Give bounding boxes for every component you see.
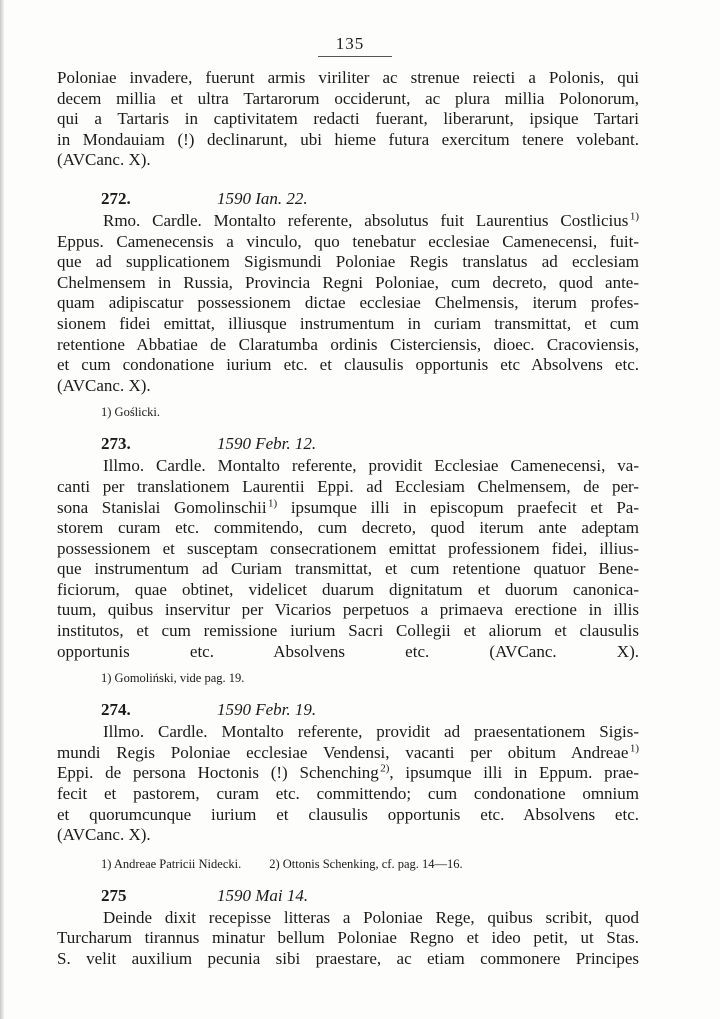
entry-number: 273. (101, 434, 131, 454)
text-line: Illmo. Cardle. Montalto referente, providit ad praesentationem Sigis- (103, 722, 639, 742)
footnote: 1) Goślicki. (101, 405, 161, 420)
opening-paragraph (57, 68, 639, 171)
entry-date: 1590 Febr. 19. (217, 700, 317, 720)
text-line (57, 763, 639, 784)
text-line: sionem fidei emittat, illiusque instrumentum in curiam transmittat, et cum (57, 313, 639, 333)
text-line: in Mondauiam (!) declinarunt, ubi hieme futura exercitum tenere volebant. (57, 129, 639, 149)
text-line: (AVCanc. X). (57, 375, 151, 395)
text-line: decem millia et ultra Tartarorum occiderunt, ac plura millia Polonorum, (57, 88, 639, 108)
text-line: et quorumcunque iurium et clausulis opportunis etc. Absolvens etc. (57, 804, 639, 824)
entry-heading (57, 886, 639, 908)
entry-273 (57, 434, 639, 686)
text-line: Deinde dixit recepisse litteras a Poloniae Rege, quibus scribit, quod (103, 907, 639, 927)
entry-heading (57, 700, 639, 722)
text-line: ficiorum, quae obtinet, videlicet duarum dignitatum et duorum canonica- (57, 579, 639, 599)
text-line (57, 211, 639, 232)
text-segment: , ipsumque illi in Eppum. prae- (389, 763, 640, 783)
entry-date: 1590 Ian. 22. (217, 188, 308, 208)
entry-heading (57, 434, 639, 456)
text-line: qui a Tartaris in captivitatem redacti fuerant, liberarunt, ipsique Tartari (57, 109, 639, 129)
text-line: opportunis etc. Absolvens etc. (AVCanc. X). (57, 641, 639, 661)
text-line: possessionem et susceptam consecrationem emittat professionem fidei, illius- (57, 538, 639, 558)
text-segment: sona Stanislai Gomolinschii (57, 497, 267, 517)
footnote-marker: 1) (629, 210, 639, 223)
text-line: tuum, quibus inservitur per Vicarios perpetuos a primaeva erectione in illis (57, 600, 639, 620)
text-line: (AVCanc. X). (57, 825, 151, 845)
text-line: que ad supplicationem Sigismundi Poloniae Regis translatus ad ecclesiam (57, 252, 639, 272)
footnote: 1) Gomoliński, vide pag. 19. (101, 671, 245, 686)
entry-number: 272. (101, 188, 131, 208)
text-line: Turcharum tirannus minatur bellum Poloniae Regno et ideo petit, ut Stas. (57, 928, 639, 948)
text-line (57, 743, 639, 764)
entry-date: 1590 Mai 14. (217, 885, 309, 905)
footnote-row (57, 856, 639, 872)
entry-text (57, 722, 639, 846)
text-line: (AVCanc. X). (57, 150, 151, 170)
entry-272 (57, 189, 639, 420)
footnote: 2) Ottonis Schenking, cf. pag. 14—16. (269, 856, 463, 871)
text-segment: mundi Regis Poloniae ecclesiae Vendensi, vacanti per obitum Andreae (57, 742, 629, 762)
entry-275 (57, 886, 639, 970)
text-line: Chelmensem in Russia, Provincia Regni Poloniae, cum decreto, quod ante- (57, 272, 639, 292)
footnote-marker: 1) (268, 496, 278, 509)
entry-274 (57, 700, 639, 872)
text-line: retentione Abbatiae de Claratumba ordinis Cisterciensis, dioec. Cracoviensis, (57, 334, 639, 354)
text-segment: Rmo. Cardle. Montalto referente, absolutus fuit Laurentius Costlicius (103, 210, 629, 230)
text-line: S. velit auxilium pecunia sibi praestare, ac etiam commonere Principes (57, 949, 639, 968)
text-line: institutos, et cum remissione iurium Sacri Collegii et aliorum et clausulis (57, 621, 639, 641)
text-line: canti per translationem Laurentii Eppi. ad Ecclesiam Chelmensem, de per- (57, 476, 639, 496)
text-line: et cum condonatione iurium etc. et clausulis opportunis etc Absolvens etc. (57, 355, 639, 375)
text-line: fecit et pastorem, curam etc. committendo; cum condonatione omnium (57, 784, 639, 804)
entry-text (57, 456, 639, 662)
page-number: 135 (335, 34, 365, 53)
text-line: Illmo. Cardle. Montalto referente, providit Ecclesiae Camenecensi, va- (103, 456, 639, 476)
entry-text (57, 211, 639, 396)
text-line: Poloniae invadere, fuerunt armis viriliter ac strenue reiecti a Polonis, qui (57, 68, 639, 87)
text-line: storem curam etc. commitendo, cum decreto, quod iterum ante adeptam (57, 518, 639, 538)
entry-text (57, 908, 639, 970)
entry-date: 1590 Febr. 12. (217, 434, 317, 454)
text-segment: ipsumque illi in episcopum praefecit et Pa- (277, 497, 639, 517)
entry-heading (57, 189, 639, 211)
text-segment: Eppi. de persona Hoctonis (!) Schenching (57, 763, 379, 783)
footnote-marker: 1) (629, 742, 639, 755)
text-line (57, 498, 639, 519)
entry-number: 275 (101, 885, 127, 905)
binding-edge (0, 0, 4, 1019)
entry-number: 274. (101, 700, 131, 720)
text-line: quam adipiscatur possessionem dictae ecclesiae Chelmensis, iterum profes- (57, 293, 639, 313)
page-content (57, 68, 639, 970)
page-number-rule (318, 56, 392, 57)
text-line: que instrumentum ad Curiam transmittat, et cum retentione quatuor Bene- (57, 559, 639, 579)
footnote-marker: 2) (380, 762, 390, 775)
text-line: Eppus. Camenecensis a vinculo, quo tenebatur ecclesiae Camenecensi, fuit- (57, 231, 639, 251)
footnote: 1) Andreae Patricii Nidecki. (101, 856, 242, 871)
